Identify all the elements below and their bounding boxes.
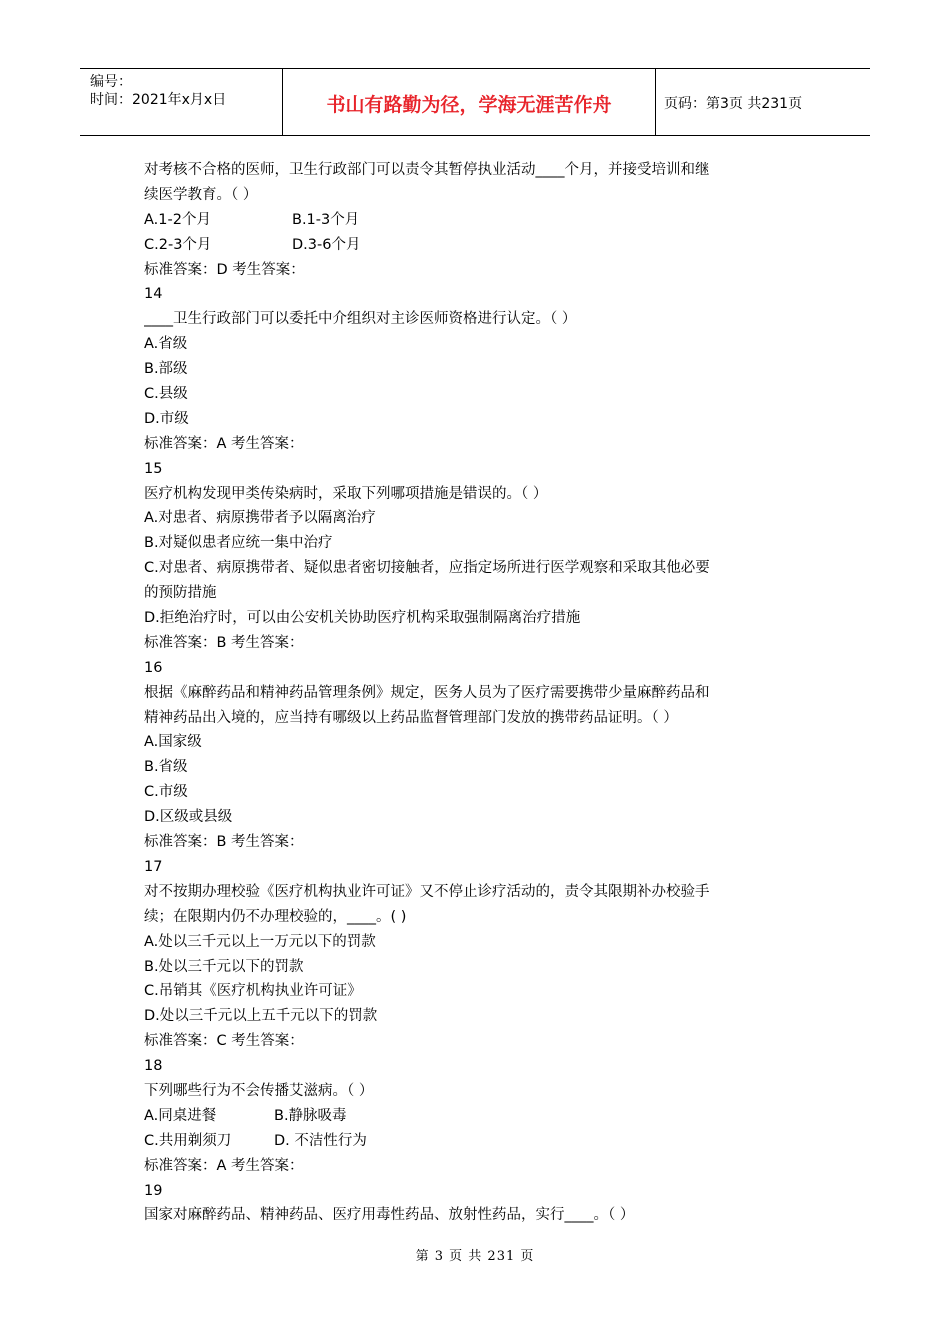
q13-options-cd <box>144 233 814 258</box>
q18-number: 18 <box>144 1058 163 1075</box>
q14-option-a: A.省级 <box>144 336 188 353</box>
question-content <box>144 158 814 1228</box>
q15-option-c-line-2: 的预防措施 <box>144 585 217 602</box>
q18-option-a: A.同桌进餐 <box>144 1107 217 1124</box>
q18-options-cd <box>144 1129 814 1154</box>
q17-number: 17 <box>144 858 163 875</box>
q15-answer: 标准答案：B 考生答案： <box>144 634 304 651</box>
q13-options-ab <box>144 208 814 233</box>
q16-option-b: B.省级 <box>144 759 188 776</box>
q15-option-c-line-1: C.对患者、病原携带者、疑似患者密切接触者，应指定场所进行医学观察和采取其他必要 <box>144 560 710 577</box>
header-left-cell <box>80 69 282 135</box>
q19-number: 19 <box>144 1182 163 1199</box>
q13-option-d: D.3-6个月 <box>292 236 361 253</box>
q16-option-c: C.市级 <box>144 784 188 801</box>
q17-answer: 标准答案：C 考生答案： <box>144 1033 304 1050</box>
q18-option-c: C.共用剃须刀 <box>144 1132 232 1149</box>
page-footer: 第 3 页 共 231 页 <box>415 1249 535 1264</box>
q18-options-ab <box>144 1104 814 1129</box>
q14-option-d: D.市级 <box>144 410 189 427</box>
header-middle-cell <box>282 69 656 135</box>
q18-option-b: B.静脉吸毒 <box>274 1107 347 1124</box>
q18-answer: 标准答案：A 考生答案： <box>144 1157 304 1174</box>
q13-stem-line-1: 对考核不合格的医师，卫生行政部门可以责令其暂停执业活动____个月，并接受培训和继 <box>144 162 710 178</box>
q15-number: 15 <box>144 460 163 477</box>
q14-answer: 标准答案：A 考生答案： <box>144 435 304 452</box>
header-page-info: 页码：第3页 共231页 <box>664 96 803 112</box>
q17-stem-line-1: 对不按期办理校验《医疗机构执业许可证》又不停止诊疗活动的，责令其限期补办校验手 <box>144 883 710 900</box>
q16-option-d: D.区级或县级 <box>144 809 233 826</box>
q18-option-d: D. 不洁性行为 <box>274 1132 367 1149</box>
q18-stem: 下列哪些行为不会传播艾滋病。（ ） <box>144 1082 374 1099</box>
document-time-label: 时间：2021年x月x日 <box>90 92 227 108</box>
header-right-cell <box>654 69 870 135</box>
q17-option-d: D.处以三千元以上五千元以下的罚款 <box>144 1008 378 1025</box>
q15-option-a: A.对患者、病原携带者予以隔离治疗 <box>144 510 376 527</box>
q13-option-b: B.1-3个月 <box>292 211 360 228</box>
q13-answer: 标准答案：D 考生答案： <box>144 261 305 278</box>
q14-number: 14 <box>144 286 163 303</box>
document-code-label: 编号： <box>90 74 132 90</box>
q17-option-c: C.吊销其《医疗机构执业许可证》 <box>144 983 362 1000</box>
page-header <box>80 68 870 136</box>
q15-stem: 医疗机构发现甲类传染病时，采取下列哪项措施是错误的。（ ） <box>144 485 548 502</box>
q17-option-b: B.处以三千元以下的罚款 <box>144 958 304 975</box>
q15-option-d: D.拒绝治疗时，可以由公安机关协助医疗机构采取强制隔离治疗措施 <box>144 610 581 627</box>
q15-option-b: B.对疑似患者应统一集中治疗 <box>144 535 333 552</box>
q14-option-c: C.县级 <box>144 386 188 403</box>
q14-stem: ____卫生行政部门可以委托中介组织对主诊医师资格进行认定。（ ） <box>144 311 577 328</box>
q13-stem-line-2: 续医学教育。（ ） <box>144 186 258 203</box>
header-motto: 书山有路勤为径，学海无涯苦作舟 <box>326 94 612 116</box>
q13-option-a: A.1-2个月 <box>144 211 211 228</box>
q17-option-a: A.处以三千元以上一万元以下的罚款 <box>144 933 376 950</box>
q16-number: 16 <box>144 659 163 676</box>
q19-stem: 国家对麻醉药品、精神药品、医疗用毒性药品、放射性药品，实行____。（ ） <box>144 1207 635 1224</box>
q16-stem-line-2: 精神药品出入境的，应当持有哪级以上药品监督管理部门发放的携带药品证明。（ ） <box>144 709 678 726</box>
q16-option-a: A.国家级 <box>144 734 202 751</box>
q16-answer: 标准答案：B 考生答案： <box>144 834 304 851</box>
q16-stem-line-1: 根据《麻醉药品和精神药品管理条例》规定，医务人员为了医疗需要携带少量麻醉药品和 <box>144 684 710 701</box>
q14-option-b: B.部级 <box>144 361 188 378</box>
q13-option-c: C.2-3个月 <box>144 236 212 253</box>
q17-stem-line-2: 续；在限期内仍不办理校验的，____。( ) <box>144 908 407 925</box>
